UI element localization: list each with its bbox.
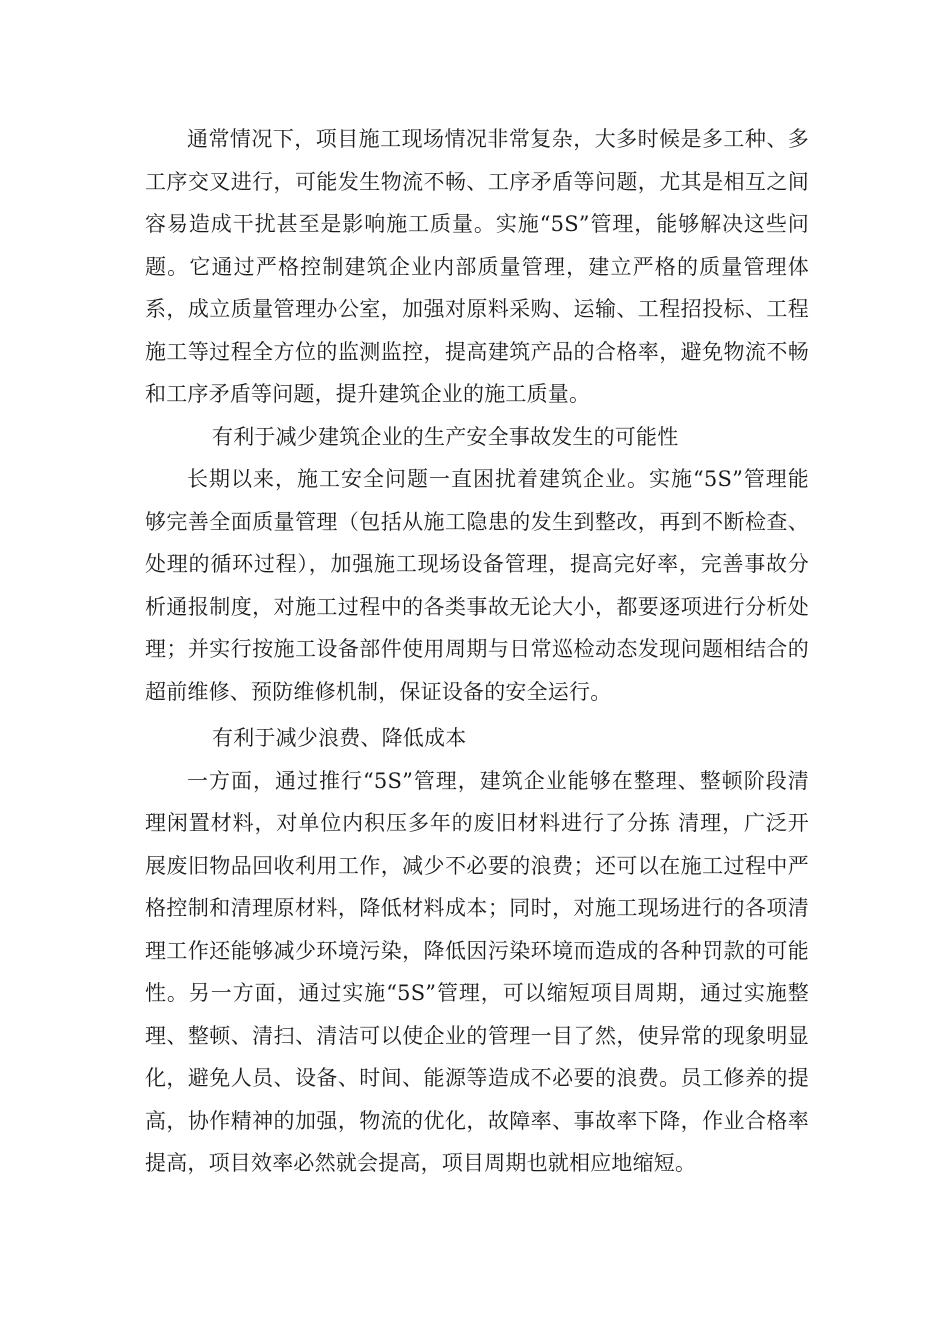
heading-safety: 有利于减少建筑企业的生产安全事故发生的可能性	[212, 424, 679, 449]
paragraph-safety: 长期以来，施工安全问题一直困扰着建筑企业。实施“5S”管理能够完善全面质量管理（包括从施工隐患的发生到整改，再到不断检查、处理的循环过程），加强施工现场设备管理，提高完好率，完善事故分析通报制度，对施工过程中的各类事故无论大小，都要逐项进行分析处理；并实行按施工设备部件使用周期与日常巡检动态发现问题相结合的超前维修、预防维修机制，保证设备的安全运行。	[145, 467, 809, 704]
document-body	[145, 118, 809, 1185]
paragraph-cost-reduction: 一方面，通过推行“5S”管理，建筑企业能够在整理、整顿阶段清理闲置材料，对单位内积压多年的废旧材料进行了分拣 清理，广泛开展废旧物品回收利用工作，减少不必要的浪费；还可以在施工过程中严格控制和清理原材料，降低材料成本；同时，对施工现场进行的各项清理工作还能够减少环境污染，降低因污染环境而造成的各种罚款的可能性。另一方面，通过实施“5S”管理，可以缩短项目周期，通过实施整理、整顿、清扫、清洁可以使企业的管理一目了然，使异常的现象明显化，避免人员、设备、时间、能源等造成不必要的浪费。员工修养的提高，协作精神的加强，物流的优化，故障率、事故率下降，作业合格率提高，项目效率必然就会提高，项目周期也就相应地缩短。	[145, 768, 809, 1175]
heading-cost-reduction: 有利于减少浪费、降低成本	[212, 726, 467, 750]
paragraph-construction-quality: 通常情况下，项目施工现场情况非常复杂，大多时候是多工种、多工序交叉进行，可能发生物流不畅、工序矛盾等问题，尤其是相互之间容易造成干扰甚至是影响施工质量。实施“5S”管理，能够解决这些问题。它通过严格控制建筑企业内部质量管理，建立严格的质量管理体系，成立质量管理办公室，加强对原料采购、运输、工程招投标、工程施工等过程全方位的监测监控，提高建筑产品的合格率，避免物流不畅和工序矛盾等问题，提升建筑企业的施工质量。	[145, 127, 809, 406]
